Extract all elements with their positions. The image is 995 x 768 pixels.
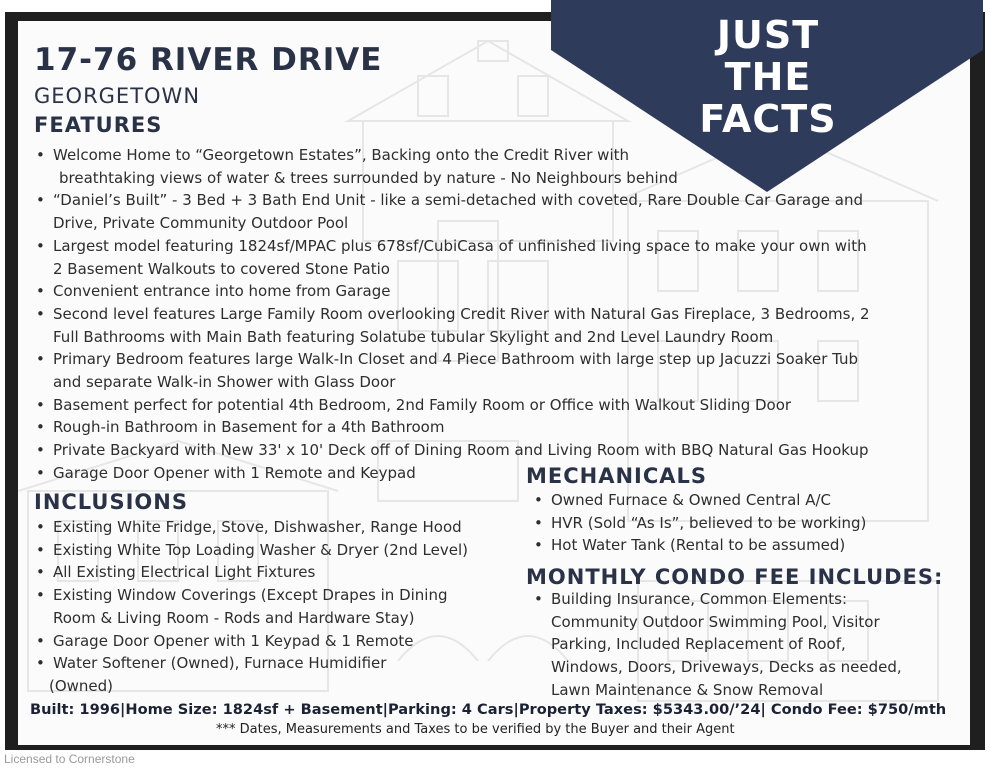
list-item-line: • Garage Door Opener with 1 Keypad & 1 Remote xyxy=(53,631,414,650)
inclusions-item xyxy=(34,561,468,584)
features-item xyxy=(34,462,870,485)
list-item-line: • All Existing Electrical Light Fixtures xyxy=(53,563,316,582)
list-item-line: • HVR (Sold “As Is”, believed to be working) xyxy=(551,513,867,532)
inclusions-item xyxy=(34,539,468,562)
list-item-line: and separate Walk-in Shower with Glass Door xyxy=(53,373,396,392)
features-item xyxy=(34,394,870,417)
list-item-line: breathtaking views of water & trees surrounded by nature - No Neighbours behind xyxy=(59,168,678,187)
list-item-line: 2 Basement Walkouts to covered Stone Patio xyxy=(53,259,390,278)
list-item-line: Drive, Private Community Outdoor Pool xyxy=(53,214,349,233)
features-list xyxy=(34,144,870,485)
features-item xyxy=(34,144,870,189)
mechanicals-list xyxy=(532,489,866,557)
banner-text xyxy=(640,14,896,140)
list-item-line: Community Outdoor Swimming Pool, Visitor xyxy=(551,612,880,631)
list-item-line: • Existing White Fridge, Stove, Dishwasher, Range Hood xyxy=(53,518,462,536)
list-item-line: (Owned) xyxy=(49,676,114,695)
inclusions-item xyxy=(34,516,468,539)
property-address: 17-76 RIVER DRIVE xyxy=(34,42,383,78)
license-watermark: Licensed to Cornerstone xyxy=(4,752,135,766)
inclusions-item xyxy=(34,630,468,653)
property-summary: Built: 1996|Home Size: 1824sf + Basement|Parking: 4 Cars|Property Taxes: $5343.00/’24| Condo Fee: $750/mth xyxy=(30,701,947,718)
features-item xyxy=(34,303,870,348)
list-item-line: • Welcome Home to “Georgetown Estates”, Backing onto the Credit River with xyxy=(53,146,629,164)
list-item-line: Lawn Maintenance & Snow Removal xyxy=(551,680,824,699)
list-item-line: • Owned Furnace & Owned Central A/C xyxy=(551,491,831,509)
list-item-line: • Existing White Top Loading Washer & Dryer (2nd Level) xyxy=(53,540,469,559)
inclusions-list xyxy=(34,516,468,698)
list-item-line: Full Bathrooms with Main Bath featuring Solatube tubular Skylight and 2nd Level Laundry Room xyxy=(53,327,774,346)
condo-fee-list xyxy=(532,588,902,702)
inclusions-item xyxy=(34,584,468,629)
banner-line-1: JUST xyxy=(716,13,820,57)
features-item xyxy=(34,235,870,280)
list-item-line: • Second level features Large Family Room overlooking Credit River with Natural Gas Fireplace, 3 Bedrooms, 2 xyxy=(53,304,870,323)
list-item-line: • Existing Window Coverings (Except Drapes in Dining xyxy=(53,586,448,605)
list-item-line: • Convenient entrance into home from Garage xyxy=(53,282,391,301)
list-item-line: • Largest model featuring 1824sf/MPAC plus 678sf/CubiCasa of unfinished living space to make your own with xyxy=(53,236,867,255)
list-item-line: • Water Softener (Owned), Furnace Humidifier xyxy=(53,654,387,673)
list-item-line: • Primary Bedroom features large Walk-In Closet and 4 Piece Bathroom with large step up Jacuzzi Soaker Tub xyxy=(53,350,859,369)
inclusions-item xyxy=(34,652,468,697)
list-item-line: Room & Living Room - Rods and Hardware Stay) xyxy=(53,608,415,627)
mechanicals-item xyxy=(532,534,866,557)
disclaimer: *** Dates, Measurements and Taxes to be verified by the Buyer and their Agent xyxy=(216,722,735,737)
list-item-line: • Private Backyard with New 33' x 10' Deck off of Dining Room and Living Room with BBQ Natural Gas Hookup xyxy=(53,441,869,460)
banner-line-2: THE xyxy=(724,55,812,99)
mechanicals-item xyxy=(532,489,866,512)
features-heading: FEATURES xyxy=(34,113,163,137)
list-item-line: • Garage Door Opener with 1 Remote and Keypad xyxy=(53,463,416,482)
list-item-line: • “Daniel’s Built” - 3 Bed + 3 Bath End Unit - like a semi-detached with coveted, Rare Double Car Garage and xyxy=(53,191,863,210)
features-item xyxy=(34,348,870,393)
condo-fee-item xyxy=(532,588,902,702)
banner-line-3: FACTS xyxy=(699,97,837,141)
list-item-line: • Rough-in Bathroom in Basement for a 4th Bathroom xyxy=(53,418,445,437)
condo-fee-heading: MONTHLY CONDO FEE INCLUDES: xyxy=(526,565,944,589)
list-item-line: • Building Insurance, Common Elements: xyxy=(551,590,848,608)
features-item xyxy=(34,439,870,462)
features-item xyxy=(34,416,870,439)
features-item xyxy=(34,280,870,303)
list-item-line: • Basement perfect for potential 4th Bedroom, 2nd Family Room or Office with Walkout Sliding Door xyxy=(53,395,792,414)
list-item-line: Parking, Included Replacement of Roof, xyxy=(551,635,846,654)
features-item xyxy=(34,189,870,234)
list-item-line: Windows, Doors, Driveways, Decks as needed, xyxy=(551,658,902,677)
inclusions-heading: INCLUSIONS xyxy=(34,490,188,514)
mechanicals-item xyxy=(532,512,866,535)
mechanicals-heading: MECHANICALS xyxy=(526,464,708,488)
property-city: GEORGETOWN xyxy=(34,84,201,108)
list-item-line: • Hot Water Tank (Rental to be assumed) xyxy=(551,536,846,555)
